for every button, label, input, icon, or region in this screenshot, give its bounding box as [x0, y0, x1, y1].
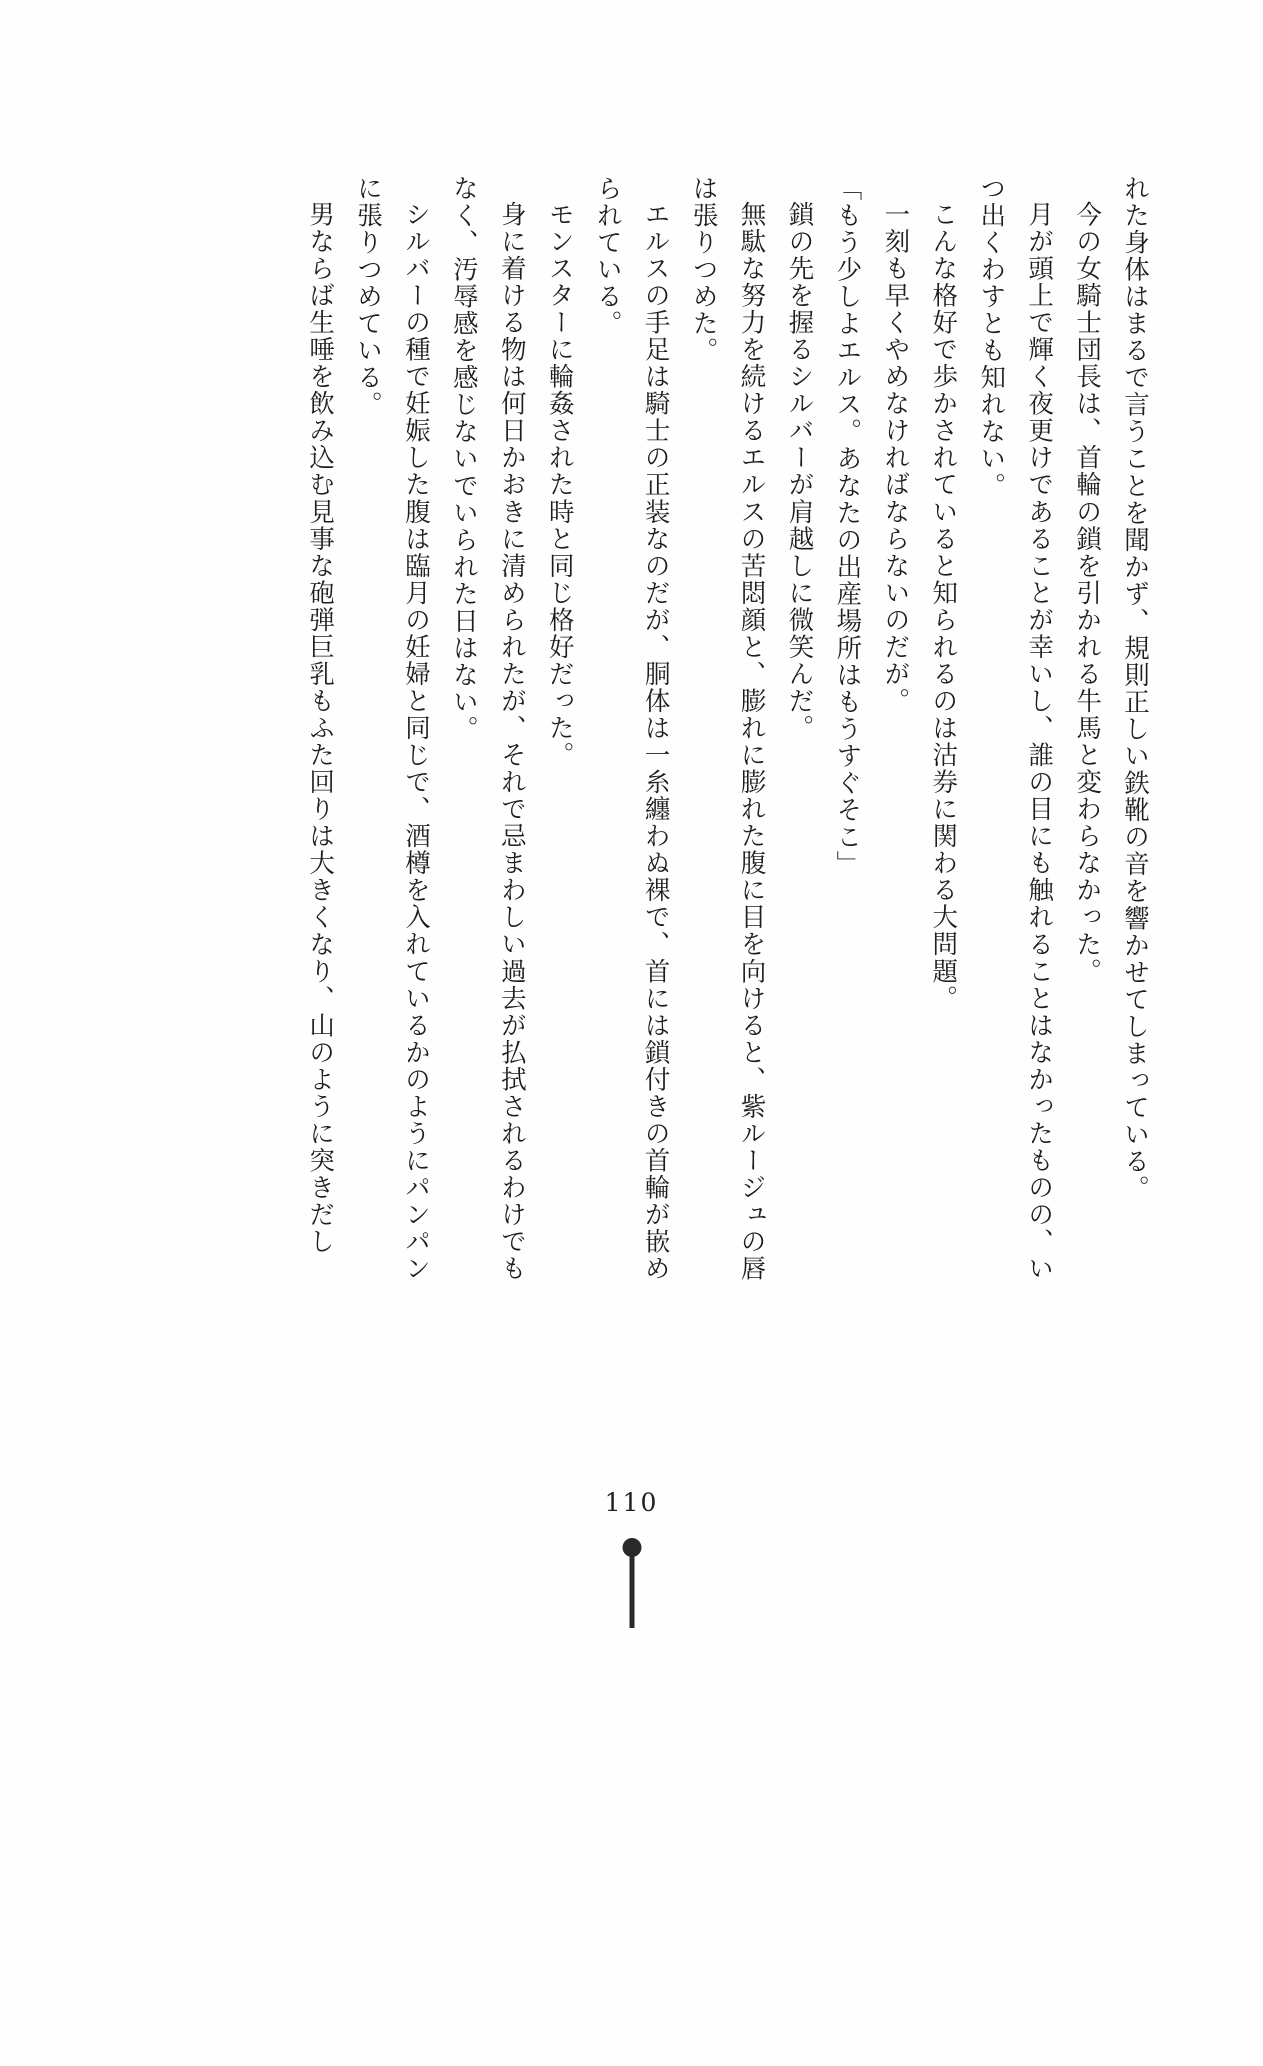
paragraph: 鎖の先を握るシルバーが肩越しに微笑んだ。 [784, 200, 815, 742]
paragraph: 今の女騎士団長は、首輪の鎖を引かれる牛馬と変わらなかった。 [1072, 200, 1103, 985]
paragraph: 無駄な努力を続けるエルスの苦悶顔と、膨れに膨れた腹に目を向けると、紫ルージュの唇は張りつめた。 [688, 175, 767, 1282]
paragraph: エルスの手足は騎士の正装なのだが、胴体は一糸纏わぬ裸で、首には鎖付きの首輪が嵌められている。 [592, 175, 671, 1282]
page-body-text [305, 175, 1158, 1295]
page-number: 110 [604, 1488, 659, 1517]
paragraph: 男ならば生唾を飲み込む見事な砲弾巨乳もふた回りは大きくなり、山のように突きだし [305, 200, 336, 1255]
paragraph: 月が頭上で輝く夜更けであることが幸いし、誰の目にも触れることはなかったものの、いつ出くわすとも知れない。 [976, 175, 1055, 1282]
paragraph: 一刻も早くやめなければならないのだが。 [880, 200, 911, 715]
paragraph: れた身体はまるで言うことを聞かず、規則正しい鉄靴の音を響かせてしまっている。 [1120, 175, 1150, 1203]
paragraph: 「もう少しよエルス。あなたの出産場所はもうすぐそこ」 [832, 175, 863, 878]
paragraph: シルバーの種で妊娠した腹は臨月の妊婦と同じで、酒樽を入れているかのようにパンパンに張りつめている。 [353, 175, 431, 1282]
paragraph: モンスターに輪姦された時と同じ格好だった。 [544, 200, 575, 769]
paragraph: こんな格好で歩かされていると知られるのは沽券に関わる大問題。 [928, 200, 959, 1012]
spine-bar-mark [629, 1548, 634, 1628]
paragraph: 身に着ける物は何日かおきに清められたが、それで忌まわしい過去が払拭されるわけでもなく、汚辱感を感じないでいられた日はない。 [448, 175, 527, 1282]
